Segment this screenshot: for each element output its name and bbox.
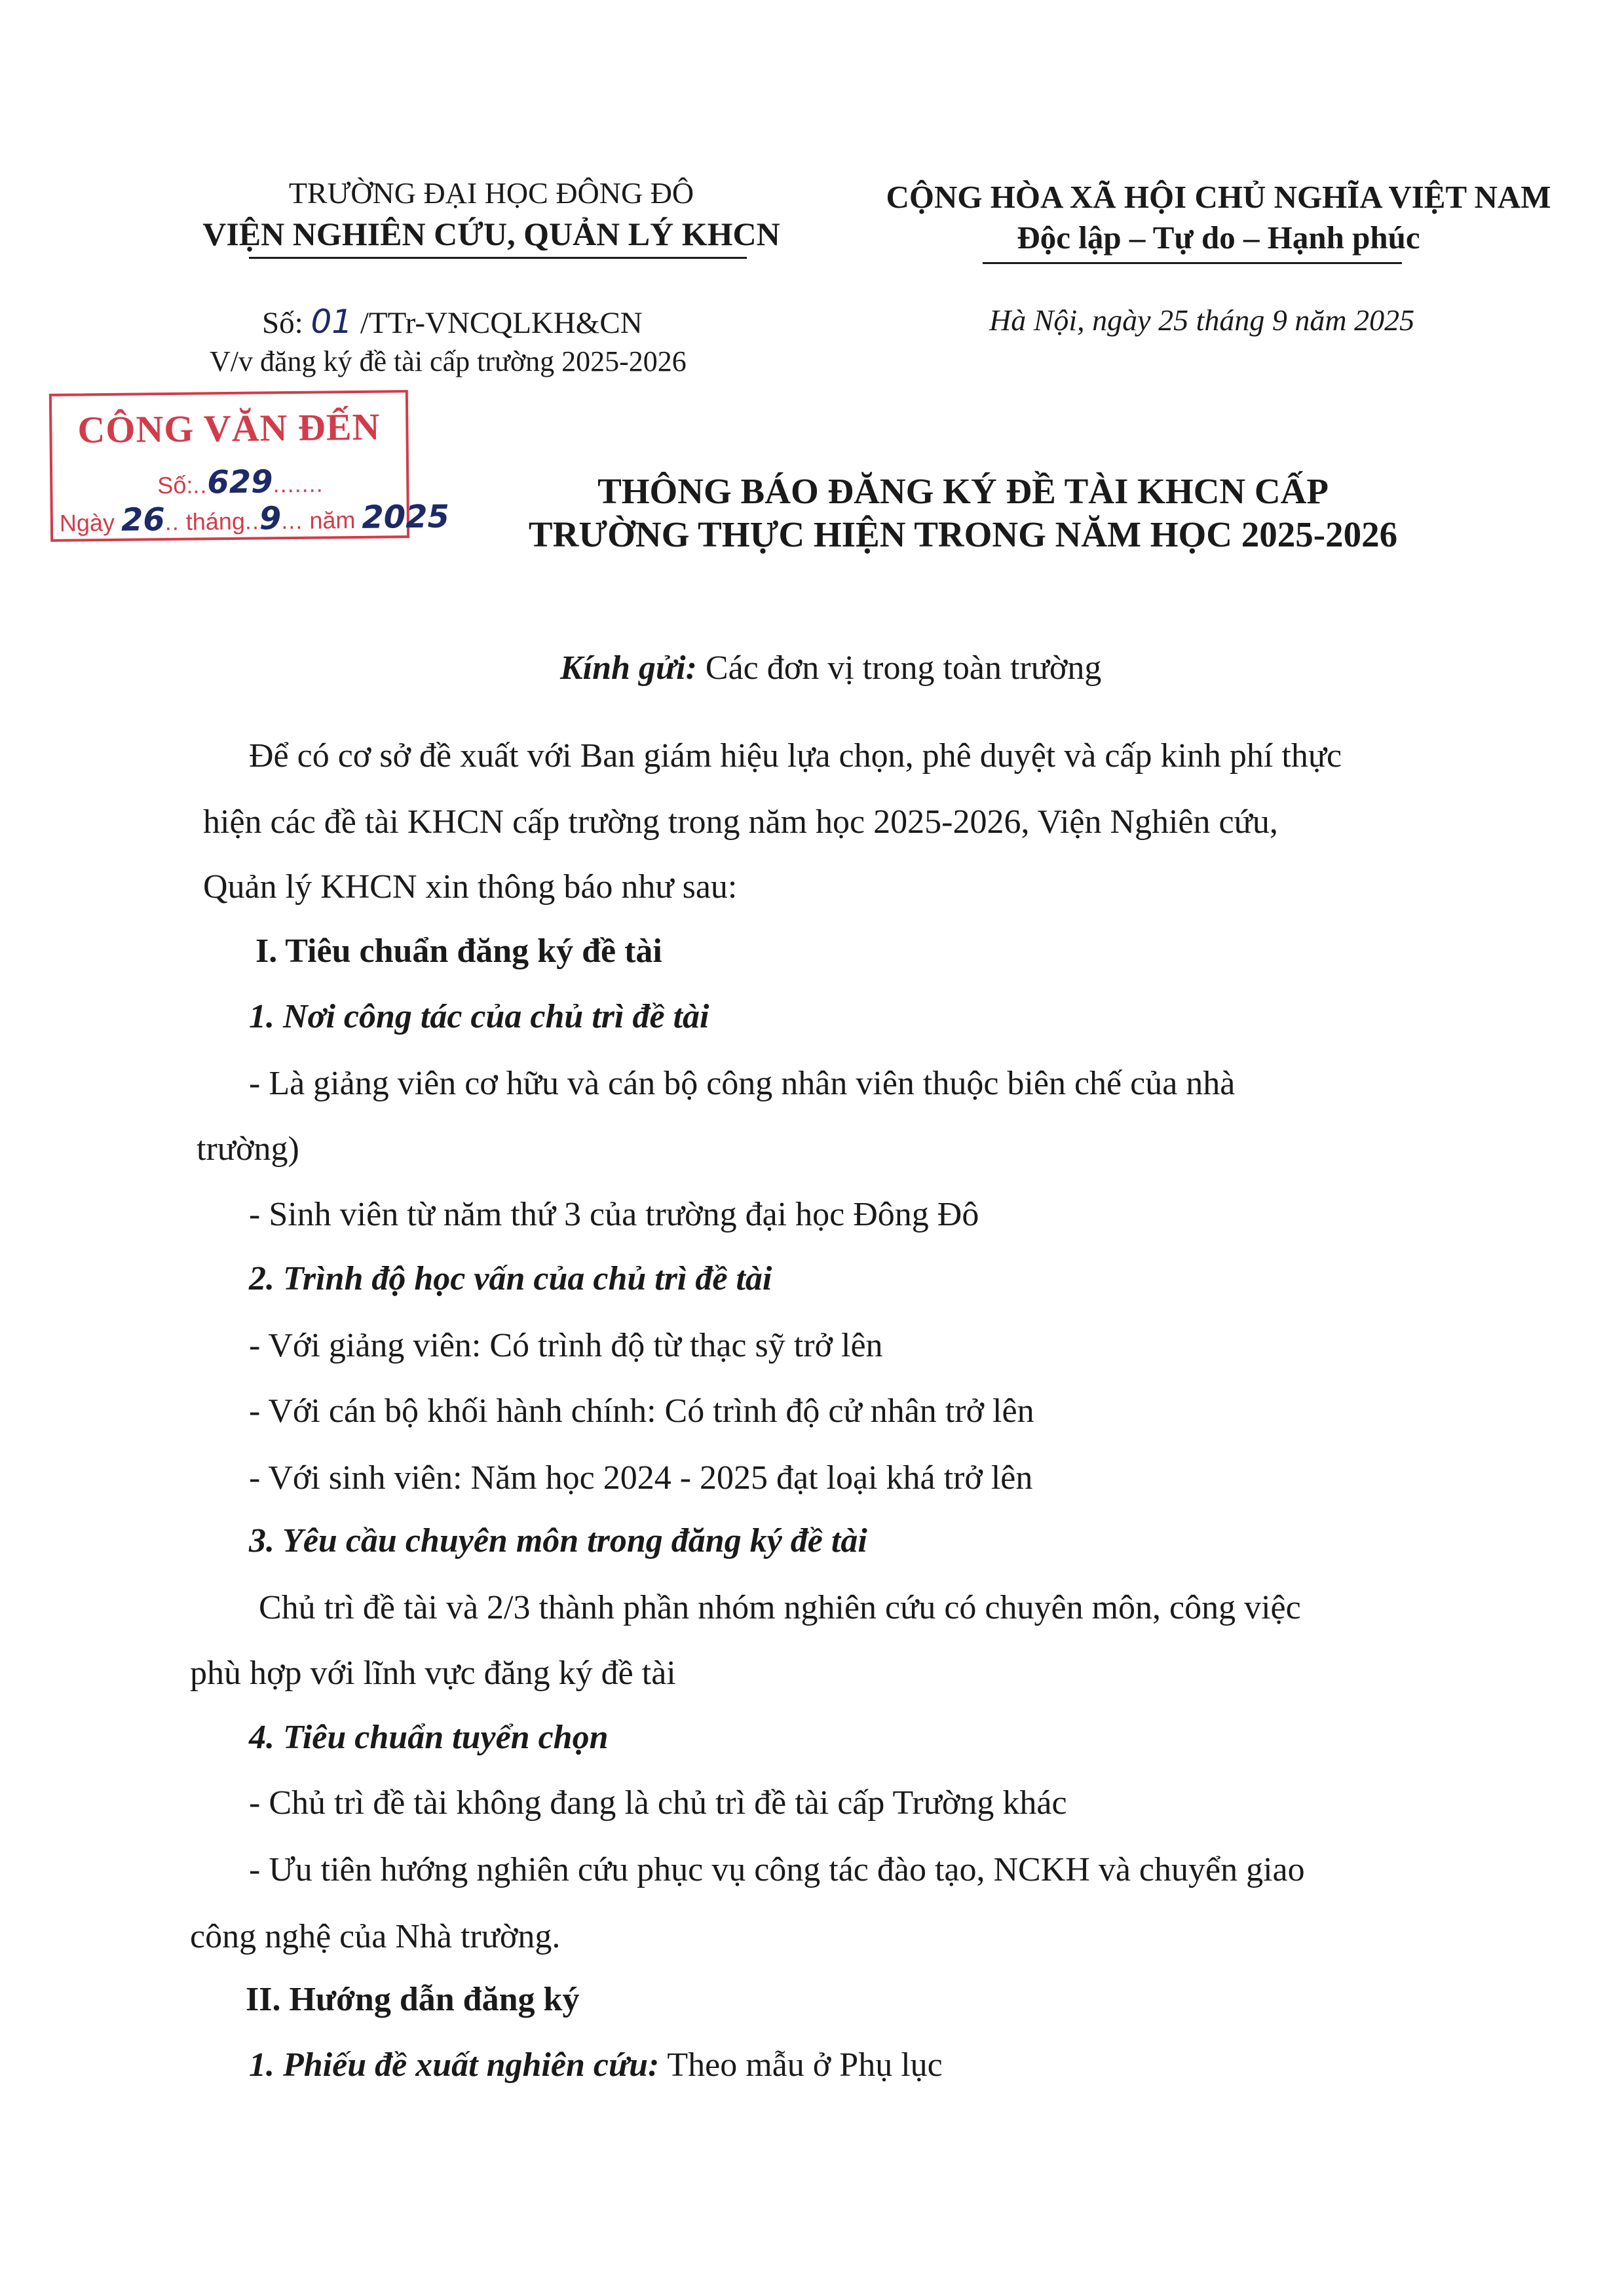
section-1-sub-4-heading: 4. Tiêu chuẩn tuyển chọn <box>249 1719 609 1756</box>
document-title-line-1: THÔNG BÁO ĐĂNG KÝ ĐỀ TÀI KHCN CẤP <box>597 471 1329 511</box>
section-1-sub-4-line-3: công nghệ của Nhà trường. <box>190 1918 561 1955</box>
section-1-sub-2-heading: 2. Trình độ học vấn của chủ trì đề tài <box>249 1260 772 1297</box>
section-1-sub-4-line-1: - Chủ trì đề tài không đang là chủ trì đề tài cấp Trường khác <box>249 1784 1067 1822</box>
section-1-sub-1-line-3: - Sinh viên từ năm thứ 3 của trường đại học Đông Đô <box>249 1196 979 1233</box>
stamp-number-label: Số: <box>157 471 193 499</box>
greeting-label: Kính gửi: <box>560 649 697 687</box>
section-2-heading: II. Hướng dẫn đăng ký <box>246 1981 580 2018</box>
section-1-sub-3-heading: 3. Yêu cầu chuyên môn trong đăng ký đề tài <box>249 1522 867 1559</box>
document-subject: V/v đăng ký đề tài cấp trường 2025-2026 <box>210 345 687 377</box>
section-1-sub-1-heading: 1. Nơi công tác của chủ trì đề tài <box>249 998 709 1035</box>
document-number <box>262 303 643 341</box>
intro-line-1: Để có cơ sở đề xuất với Ban giám hiệu lựa chọn, phê duyệt và cấp kinh phí thực <box>249 737 1342 775</box>
motto-underline <box>983 262 1402 264</box>
stamp-month-label: tháng <box>185 507 246 535</box>
stamp-date: Ngày 26.. tháng..9... năm 2025 <box>59 498 450 539</box>
greeting-recipients: Các đơn vị trong toàn trường <box>696 649 1102 687</box>
greeting <box>560 649 1101 687</box>
intro-line-2: hiện các đề tài KHCN cấp trường trong năm học 2025-2026, Viện Nghiên cứu, <box>203 803 1278 841</box>
section-1-sub-2-line-2: - Với cán bộ khối hành chính: Có trình độ cử nhân trở lên <box>249 1392 1034 1430</box>
section-1-sub-2-line-3: - Với sinh viên: Năm học 2024 - 2025 đạt loại khá trở lên <box>249 1459 1033 1497</box>
doc-number-suffix: /TTr-VNCQLKH&CN <box>352 306 643 340</box>
section-1-sub-2-line-1: - Với giảng viên: Có trình độ từ thạc sỹ trở lên <box>249 1327 883 1364</box>
stamp-day-value: 26 <box>121 501 166 539</box>
section-2-sub-1 <box>249 2046 943 2084</box>
stamp-title: CÔNG VĂN ĐẾN <box>77 405 381 451</box>
received-stamp <box>49 390 450 542</box>
place-date: Hà Nội, ngày 25 tháng 9 năm 2025 <box>989 303 1415 337</box>
org-parent-name: TRƯỜNG ĐẠI HỌC ĐÔNG ĐÔ <box>288 176 694 210</box>
stamp-day-label: Ngày <box>59 508 115 537</box>
intro-line-3: Quản lý KHCN xin thông báo như sau: <box>203 868 738 906</box>
stamp-month-value: 9 <box>259 500 282 537</box>
section-1-sub-3-line-1: Chủ trì đề tài và 2/3 thành phần nhóm nghiên cứu có chuyên môn, công việc <box>259 1589 1301 1626</box>
national-title: CỘNG HÒA XÃ HỘI CHỦ NGHĨA VIỆT NAM <box>886 179 1551 215</box>
section-1-sub-1-line-1: - Là giảng viên cơ hữu và cán bộ công nhân viên thuộc biên chế của nhà <box>249 1065 1236 1102</box>
stamp-year-label: năm <box>309 506 356 534</box>
document-title-line-2: TRƯỜNG THỰC HIỆN TRONG NĂM HỌC 2025-2026 <box>528 514 1398 554</box>
section-2-sub-1-text: Theo mẫu ở Phụ lục <box>659 2046 943 2084</box>
doc-number-prefix: Số: <box>262 306 311 340</box>
section-1-sub-4-line-2: - Ưu tiên hướng nghiên cứu phục vụ công tác đào tạo, NCKH và chuyển giao <box>249 1851 1305 1888</box>
section-1-sub-1-line-2: trường) <box>197 1130 299 1168</box>
org-name: VIỆN NGHIÊN CỨU, QUẢN LÝ KHCN <box>202 216 780 252</box>
doc-number-handwritten: 01 <box>311 303 353 341</box>
section-1-sub-3-line-2: phù hợp với lĩnh vực đăng ký đề tài <box>190 1655 676 1692</box>
org-name-underline <box>249 257 747 259</box>
section-2-sub-1-label: 1. Phiếu đề xuất nghiên cứu: <box>249 2046 660 2084</box>
stamp-number-value: 629 <box>207 463 273 501</box>
section-1-heading: I. Tiêu chuẩn đăng ký đề tài <box>255 932 662 970</box>
national-motto: Độc lập – Tự do – Hạnh phúc <box>1017 220 1420 256</box>
stamp-year-value: 2025 <box>362 498 450 536</box>
stamp-number: Số:..629....... <box>157 463 324 501</box>
